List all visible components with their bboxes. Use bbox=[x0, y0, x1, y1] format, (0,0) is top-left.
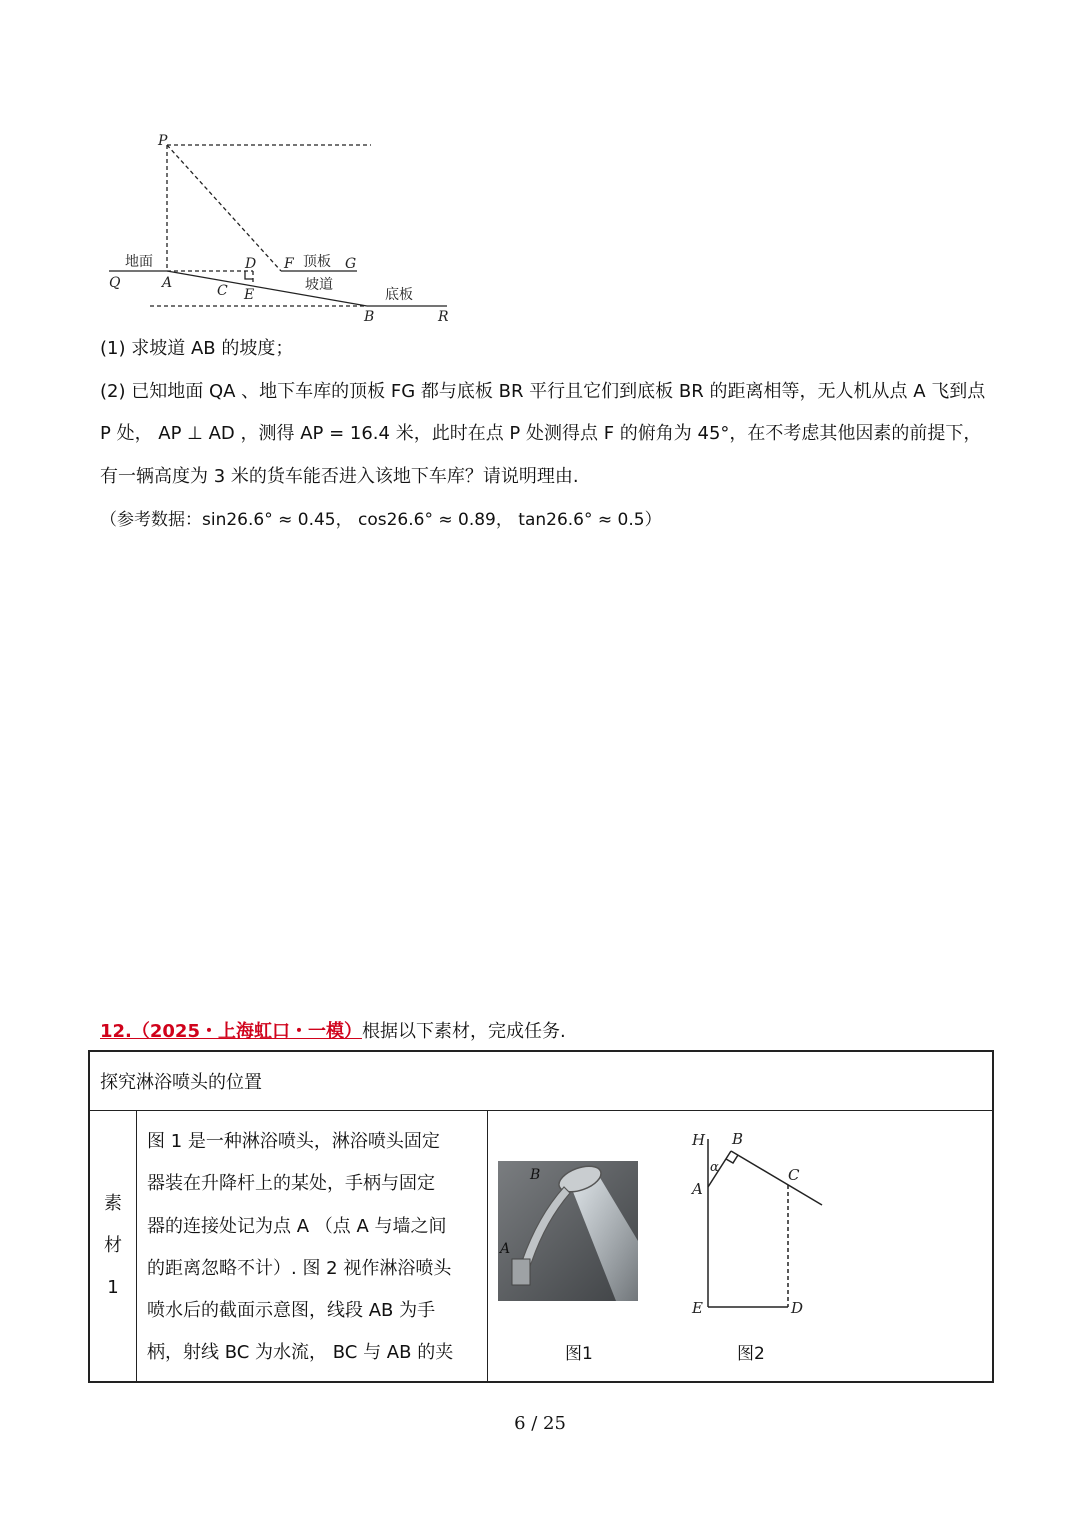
caption-figure-2: 图2 bbox=[737, 1344, 765, 1364]
fig2-label-alpha: α bbox=[710, 1160, 719, 1175]
reference-data: （参考数据：sin26.6° ≈ 0.45， cos26.6° ≈ 0.89， tan26.6° ≈ 0.5） bbox=[100, 510, 662, 530]
page-number: 6 / 25 bbox=[514, 1413, 566, 1434]
label-roof: 顶板 bbox=[303, 254, 331, 270]
label-E: E bbox=[244, 287, 255, 303]
material-row-label bbox=[89, 1111, 137, 1382]
question-part-2-line-2: P 处， AP ⊥ AD ，测得 AP = 16.4 米，此时在点 P 处测得点 F 的俯角为 45°，在不考虑其他因素的前提下， bbox=[100, 423, 982, 444]
fig2-label-B: B bbox=[732, 1131, 744, 1148]
question-part-2-line-3: 有一辆高度为 3 米的货车能否进入该地下车库？请说明理由. bbox=[100, 466, 579, 487]
material-table bbox=[88, 1050, 994, 1383]
label-B: B bbox=[364, 309, 375, 325]
label-floor: 底板 bbox=[385, 287, 413, 303]
question-part-2-line-1: (2) 已知地面 QA 、地下车库的顶板 FG 都与底板 BR 平行且它们到底板 BR 的距离相等，无人机从点 A 飞到点 bbox=[100, 381, 986, 402]
row-label-char: 素 bbox=[104, 1192, 122, 1214]
figure-2-diagram bbox=[684, 1131, 834, 1321]
label-ramp: 坡道 bbox=[305, 277, 333, 293]
label-D: D bbox=[245, 256, 257, 272]
material-description bbox=[137, 1111, 488, 1382]
description-line: 器装在升降杆上的某处，手柄与固定 bbox=[147, 1173, 435, 1195]
fig2-label-D: D bbox=[791, 1299, 804, 1317]
photo-label-B: B bbox=[530, 1167, 541, 1183]
table-header: 探究淋浴喷头的位置 bbox=[89, 1051, 993, 1111]
shower-head-photo bbox=[498, 1161, 638, 1301]
row-label-char: 材 bbox=[104, 1234, 122, 1256]
fig2-label-C: C bbox=[788, 1166, 800, 1184]
label-P: P bbox=[158, 133, 168, 149]
label-ground: 地面 bbox=[125, 254, 153, 270]
label-Q: Q bbox=[109, 275, 121, 291]
line-PF bbox=[167, 145, 281, 271]
fig2-label-H: H bbox=[692, 1131, 706, 1149]
row-label-char: 1 bbox=[107, 1276, 119, 1298]
question-12-heading bbox=[100, 1017, 566, 1043]
description-line: 柄，射线 BC 为水流， BC 与 AB 的夹 bbox=[147, 1342, 454, 1364]
question-12-text: 根据以下素材，完成任务. bbox=[361, 1021, 566, 1042]
label-A: A bbox=[162, 275, 173, 291]
slope-garage-diagram bbox=[95, 125, 465, 330]
question-12-source: 12.（2025・上海虹口・一模） bbox=[100, 1021, 362, 1042]
fig2-label-A: A bbox=[692, 1180, 703, 1198]
material-figures bbox=[488, 1111, 994, 1382]
description-line: 喷水后的截面示意图，线段 AB 为手 bbox=[147, 1300, 436, 1322]
fig2-label-E: E bbox=[692, 1299, 703, 1317]
description-line: 器的连接处记为点 A （点 A 与墙之间 bbox=[147, 1215, 447, 1237]
label-G: G bbox=[345, 256, 357, 272]
right-angle-mark bbox=[245, 271, 253, 279]
label-F: F bbox=[284, 256, 294, 272]
ray-BC bbox=[731, 1151, 822, 1205]
ramp-AB bbox=[167, 271, 367, 306]
label-C: C bbox=[217, 283, 228, 299]
question-part-1: (1) 求坡道 AB 的坡度； bbox=[100, 338, 294, 359]
description-line: 图 1 是一种淋浴喷头，淋浴喷头固定 bbox=[147, 1131, 440, 1152]
photo-label-A: A bbox=[500, 1241, 511, 1257]
caption-figure-1: 图1 bbox=[565, 1344, 593, 1364]
description-line: 的距离忽略不计）. 图 2 视作淋浴喷头 bbox=[147, 1257, 452, 1279]
label-R: R bbox=[438, 309, 449, 325]
